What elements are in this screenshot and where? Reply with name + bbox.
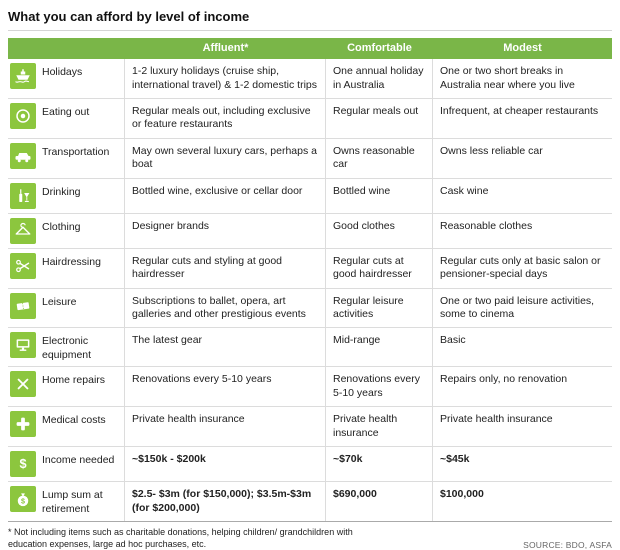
- monitor-icon: [10, 332, 36, 358]
- header-affluent: Affluent*: [202, 42, 249, 54]
- category-label: Electronic equipment: [42, 335, 92, 361]
- comfortable-cell: Mid-range: [326, 328, 433, 366]
- comfortable-cell: Owns reasonable car: [326, 139, 433, 178]
- category-label: Lump sum at retirement: [42, 489, 103, 515]
- modest-cell: Cask wine: [440, 184, 489, 197]
- comfortable-cell: Private health insurance: [326, 407, 433, 446]
- category-cell: [8, 99, 125, 138]
- svg-text:$: $: [19, 456, 27, 472]
- money-bag-icon: [10, 486, 36, 512]
- car-icon: [10, 143, 36, 169]
- modest-cell: One or two paid leisure activities, some to cinema: [440, 294, 595, 321]
- tickets-icon: [10, 293, 36, 319]
- comfortable-cell: Good clothes: [326, 214, 433, 248]
- infographic: [8, 8, 612, 550]
- table-row: [8, 99, 612, 139]
- svg-text:$: $: [21, 497, 25, 506]
- comfortable-cell: One annual holiday in Australia: [326, 59, 433, 98]
- modest-cell: One or two short breaks in Australia near where you live: [440, 65, 575, 91]
- dollar-icon: [10, 451, 36, 477]
- table-row: [8, 249, 612, 289]
- affluent-cell: ~$150k - $200k: [125, 447, 326, 481]
- afford-table: [8, 38, 612, 522]
- footnote: * Not including items such as charitable donations, helping children/ grandchildren with education expenses, large ad hoc purchases, etc.: [8, 526, 353, 549]
- category-label: Eating out: [42, 105, 90, 118]
- comfortable-cell: ~$70k: [326, 447, 433, 481]
- hanger-icon: [10, 218, 36, 244]
- comfortable-cell: Regular meals out: [326, 99, 433, 138]
- table-row: [8, 328, 612, 367]
- header-modest: Modest: [503, 42, 542, 54]
- modest-cell: ~$45k: [440, 453, 470, 466]
- comfortable-cell: Bottled wine: [326, 179, 433, 213]
- table-row: [8, 447, 612, 482]
- table-header: [8, 38, 612, 59]
- modest-cell: Regular cuts only at basic salon or pensioner-special days: [440, 254, 601, 281]
- category-label: Transportation: [42, 145, 110, 158]
- category-cell: [8, 179, 125, 213]
- category-cell: [8, 447, 125, 481]
- affluent-cell: Regular meals out, including exclusive or feature restaurants: [125, 99, 326, 138]
- modest-cell: $100,000: [440, 488, 484, 501]
- category-cell: [8, 214, 125, 248]
- scissors-icon: [10, 253, 36, 279]
- footer: [8, 527, 612, 550]
- category-cell: [8, 249, 125, 288]
- header-comfortable: Comfortable: [347, 42, 412, 54]
- table-row: [8, 139, 612, 179]
- cruise-ship-icon: [10, 63, 36, 89]
- category-cell: [8, 328, 125, 366]
- category-label: Home repairs: [42, 374, 106, 387]
- category-cell: [8, 367, 125, 406]
- table-row: [8, 59, 612, 99]
- affluent-cell: May own several luxury cars, perhaps a boat: [125, 139, 326, 178]
- page-title: What you can afford by level of income: [8, 8, 612, 31]
- plate-cutlery-icon: [10, 103, 36, 129]
- modest-cell: Private health insurance: [440, 413, 553, 426]
- table-row: [8, 289, 612, 329]
- category-label: Leisure: [42, 295, 77, 308]
- category-label: Medical costs: [42, 414, 106, 427]
- table-row: [8, 179, 612, 214]
- affluent-cell: Private health insurance: [125, 407, 326, 446]
- modest-cell: Basic: [440, 334, 466, 347]
- comfortable-cell: Regular leisure activities: [326, 289, 433, 328]
- wine-bottle-icon: [10, 183, 36, 209]
- medical-cross-icon: [10, 411, 36, 437]
- tools-icon: [10, 371, 36, 397]
- table-row: [8, 214, 612, 249]
- category-label: Hairdressing: [42, 255, 101, 268]
- modest-cell: Reasonable clothes: [440, 219, 533, 232]
- header-category-cell: [8, 38, 125, 59]
- affluent-cell: Subscriptions to ballet, opera, art galleries and other prestigious events: [125, 289, 326, 328]
- category-cell: [8, 59, 125, 98]
- table-row: [8, 367, 612, 407]
- modest-cell: Owns less reliable car: [440, 144, 543, 157]
- affluent-cell: Regular cuts and styling at good hairdresser: [125, 249, 326, 288]
- affluent-cell: Renovations every 5-10 years: [125, 367, 326, 406]
- modest-cell: Infrequent, at cheaper restaurants: [440, 104, 599, 117]
- category-label: Drinking: [42, 185, 81, 198]
- affluent-cell: Designer brands: [125, 214, 326, 248]
- source: SOURCE: BDO, ASFA: [523, 540, 612, 550]
- category-label: Holidays: [42, 66, 83, 79]
- table-row: [8, 407, 612, 447]
- comfortable-cell: $690,000: [326, 482, 433, 521]
- table-row: [8, 482, 612, 521]
- category-cell: [8, 482, 125, 521]
- category-label: Clothing: [42, 220, 81, 233]
- category-cell: [8, 139, 125, 178]
- modest-cell: Repairs only, no renovation: [440, 373, 568, 386]
- affluent-cell: $2.5- $3m (for $150,000); $3.5m-$3m (for $200,000): [125, 482, 326, 521]
- category-cell: [8, 407, 125, 446]
- comfortable-cell: Regular cuts at good hairdresser: [326, 249, 433, 288]
- category-cell: [8, 289, 125, 328]
- comfortable-cell: Renovations every 5-10 years: [326, 367, 433, 406]
- category-label: Income needed: [42, 454, 115, 467]
- affluent-cell: The latest gear: [125, 328, 326, 366]
- affluent-cell: Bottled wine, exclusive or cellar door: [125, 179, 326, 213]
- affluent-cell: 1-2 luxury holidays (cruise ship, international travel) & 1-2 domestic trips: [125, 59, 326, 98]
